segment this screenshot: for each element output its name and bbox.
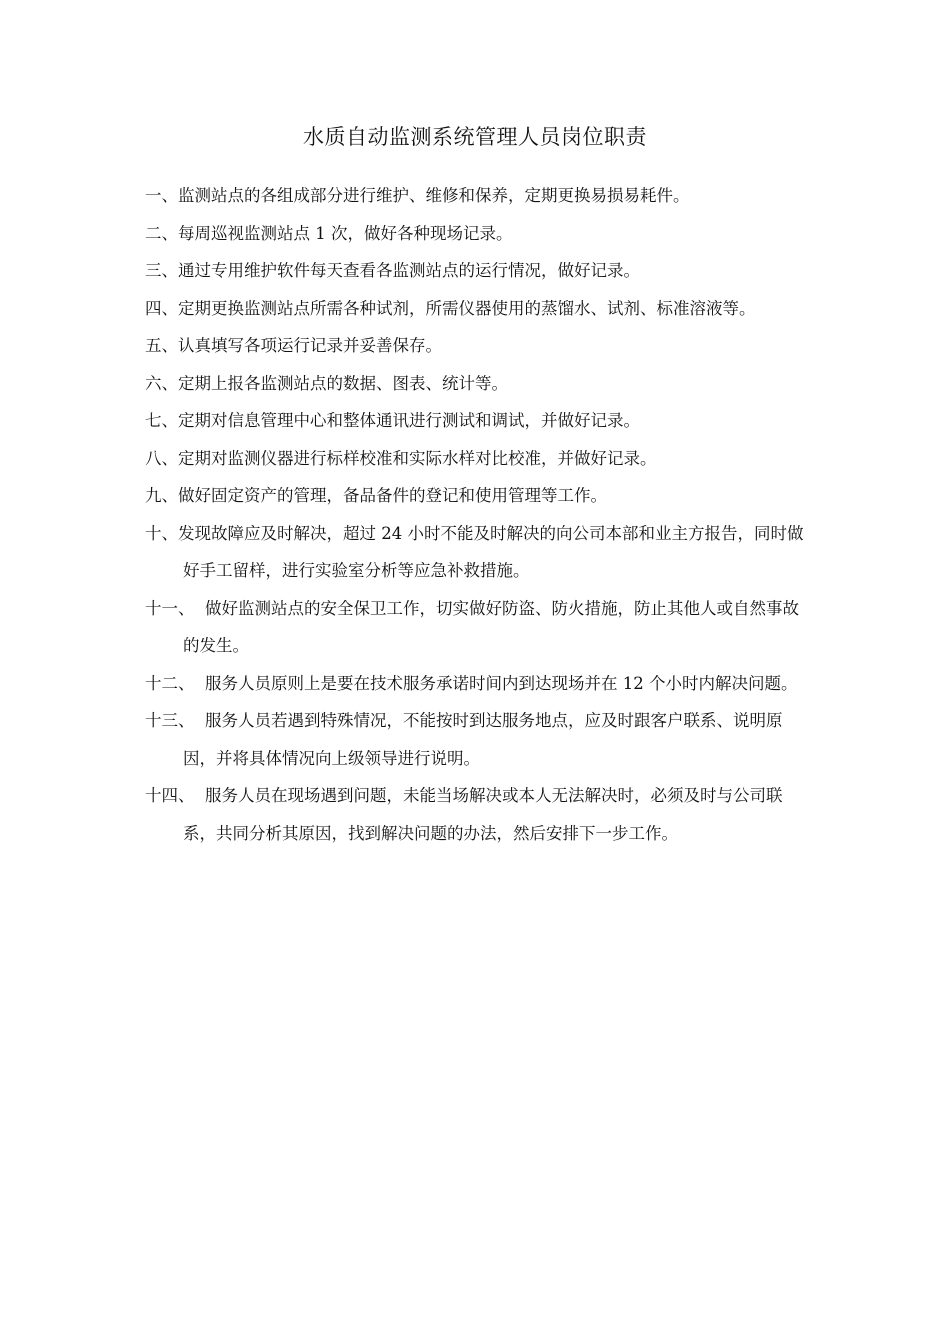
item-text: 定期对监测仪器进行标样校准和实际水样对比校准，并做好记录。: [178, 448, 657, 468]
item-number: 一、: [145, 186, 178, 205]
item-text: 服务人员若遇到特殊情况，不能按时到达服务地点，应及时跟客户联系、说明原因，并将具体情况向上级领导进行说明。: [183, 711, 783, 768]
item-text: 每周巡视监测站点 1 次，做好各种现场记录。: [178, 223, 513, 243]
item-number: 十、: [145, 523, 178, 543]
item-number: 六、: [145, 373, 178, 393]
item-number: 四、: [145, 298, 178, 318]
duty-item-13: [145, 702, 815, 777]
item-text: 定期对信息管理中心和整体通讯进行测试和调试，并做好记录。: [178, 411, 640, 430]
duty-item-14: [145, 777, 815, 852]
item-number: 二、: [145, 223, 178, 243]
item-number: 十二、: [145, 673, 205, 693]
duty-item-3: [145, 252, 815, 290]
duty-item-11: [145, 590, 815, 665]
document-title: 水质自动监测系统管理人员岗位职责: [303, 125, 647, 149]
duty-item-1: [145, 177, 815, 215]
duty-item-10: [145, 515, 815, 590]
item-text: 服务人员原则上是要在技术服务承诺时间内到达现场并在 12 个小时内解决问题。: [205, 673, 798, 693]
item-text: 做好监测站点的安全保卫工作，切实做好防盗、防火措施，防止其他人或自然事故的发生。: [183, 598, 799, 655]
item-text: 发现故障应及时解决，超过 24 小时不能及时解决的向公司本部和业主方报告，同时做好手工留样，进行实验室分析等应急补救措施。: [178, 523, 804, 580]
item-text: 认真填写各项运行记录并妥善保存。: [178, 336, 442, 355]
item-number: 五、: [145, 336, 178, 355]
item-text: 通过专用维护软件每天查看各监测站点的运行情况，做好记录。: [178, 261, 640, 280]
duty-item-7: [145, 402, 815, 440]
duty-item-4: [145, 290, 815, 328]
duty-list: [145, 177, 815, 852]
item-number: 十四、: [145, 786, 205, 805]
item-text: 做好固定资产的管理，备品备件的登记和使用管理等工作。: [178, 486, 607, 505]
item-text: 定期更换监测站点所需各种试剂，所需仪器使用的蒸馏水、试剂、标准溶液等。: [178, 298, 756, 318]
duty-item-12: [145, 665, 815, 703]
item-number: 十一、: [145, 598, 205, 618]
item-number: 三、: [145, 261, 178, 280]
duty-item-9: [145, 477, 815, 515]
item-number: 九、: [145, 486, 178, 505]
item-number: 七、: [145, 411, 178, 430]
duty-item-2: [145, 215, 815, 253]
item-text: 定期上报各监测站点的数据、图表、统计等。: [178, 373, 508, 393]
item-text: 监测站点的各组成部分进行维护、维修和保养，定期更换易损易耗件。: [178, 186, 690, 205]
item-number: 十三、: [145, 711, 205, 730]
duty-item-6: [145, 365, 815, 403]
item-number: 八、: [145, 448, 178, 468]
item-text: 服务人员在现场遇到问题，未能当场解决或本人无法解决时，必须及时与公司联系，共同分析其原因，找到解决问题的办法，然后安排下一步工作。: [183, 786, 783, 843]
duty-item-8: [145, 440, 815, 478]
duty-item-5: [145, 327, 815, 365]
